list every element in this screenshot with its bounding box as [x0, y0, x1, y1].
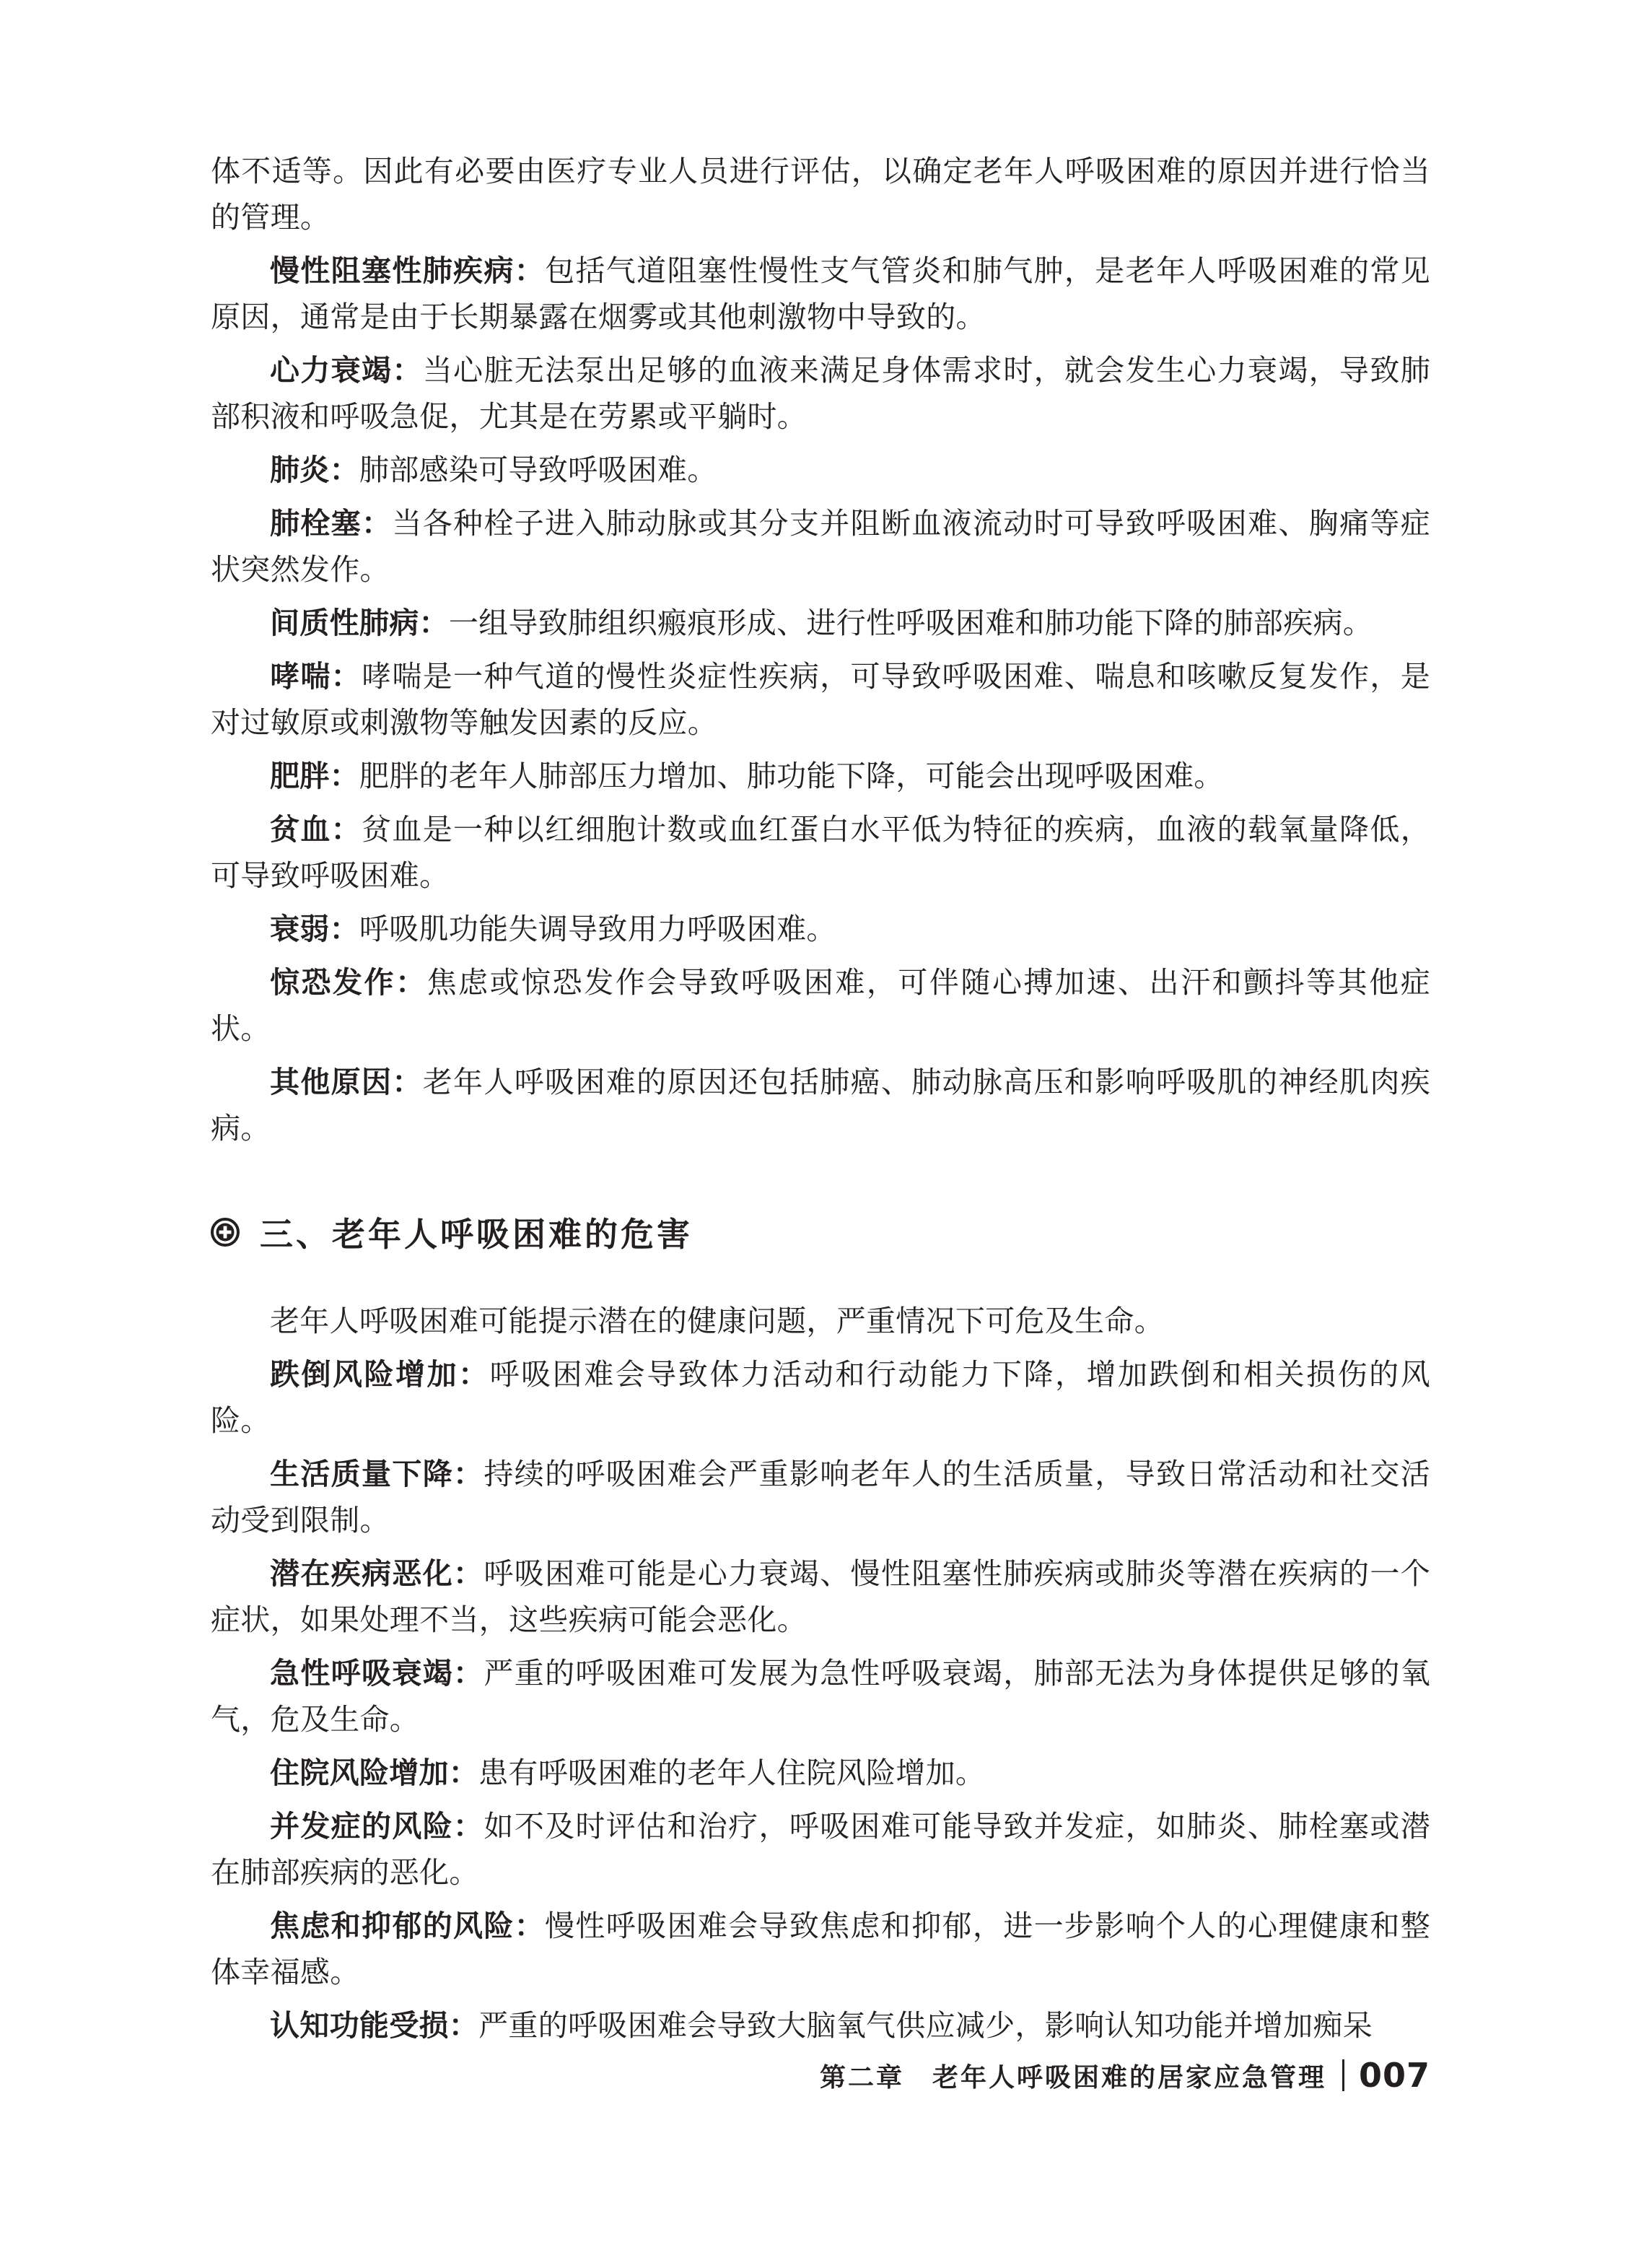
- paragraph: [211, 1059, 1430, 1151]
- paragraph-term: 间质性肺病：: [270, 606, 449, 640]
- paragraph-text: 呼吸肌功能失调导致用力呼吸困难。: [359, 912, 836, 946]
- paragraph-term: 焦虑和抑郁的风险：: [270, 1909, 546, 1943]
- paragraph: [211, 1750, 1430, 1796]
- paragraph-term: 潜在疾病恶化：: [270, 1556, 484, 1591]
- section2-body: [211, 148, 1430, 1159]
- page-number: 007: [1358, 2056, 1430, 2095]
- paragraph: [211, 500, 1430, 593]
- paragraph-term: 住院风险增加：: [270, 1755, 479, 1790]
- paragraph-text: 老年人呼吸困难的原因还包括肺癌、肺动脉高压和影响呼吸肌的神经肌肉疾病。: [211, 1065, 1430, 1146]
- paragraph-text: 肺部感染可导致呼吸困难。: [359, 453, 717, 487]
- page-footer: [820, 2054, 1430, 2097]
- paragraph-term: 哮喘：: [270, 659, 362, 694]
- paragraph-text: 老年人呼吸困难可能提示潜在的健康问题，严重情况下可危及生命。: [270, 1304, 1164, 1338]
- paragraph-text: 如不及时评估和治疗，呼吸困难可能导致并发症，如肺炎、肺栓塞或潜在肺部疾病的恶化。: [211, 1809, 1430, 1890]
- paragraph: [211, 347, 1430, 440]
- chapter-title: 第二章 老年人呼吸困难的居家应急管理: [819, 2062, 1326, 2093]
- paragraph-text: 肥胖的老年人肺部压力增加、肺功能下降，可能会出现呼吸困难。: [359, 759, 1224, 793]
- paragraph: [211, 248, 1430, 340]
- paragraph: [211, 1451, 1430, 1543]
- section-heading: [211, 1207, 1430, 1257]
- paragraph: [211, 806, 1430, 899]
- paragraph-term: 跌倒风险增加：: [270, 1357, 490, 1392]
- section-title: 三、老年人呼吸困难的危害: [260, 1215, 693, 1254]
- paragraph-term: 肥胖：: [270, 759, 359, 793]
- paragraph: [211, 906, 1430, 952]
- paragraph-text: 严重的呼吸困难会导致大脑氧气供应减少，影响认知功能并增加痴呆: [478, 2008, 1373, 2043]
- paragraph-text: 严重的呼吸困难可发展为急性呼吸衰竭，肺部无法为身体提供足够的氧气，危及生命。: [211, 1656, 1430, 1737]
- paragraph-text: 慢性呼吸困难会导致焦虑和抑郁，进一步影响个人的心理健康和整体幸福感。: [211, 1909, 1430, 1989]
- paragraph: [211, 447, 1430, 493]
- paragraph-term: 肺栓塞：: [270, 506, 393, 541]
- paragraph: [211, 148, 1430, 240]
- paragraph: [211, 1803, 1430, 1896]
- section3: [211, 1207, 1430, 2056]
- paragraph: [211, 1351, 1430, 1444]
- paragraph: [211, 959, 1430, 1052]
- paragraph: [211, 753, 1430, 799]
- paragraph-text: 患有呼吸困难的老年人住院风险增加。: [478, 1755, 986, 1790]
- paragraph-term: 肺炎：: [270, 453, 359, 487]
- paragraph: [211, 653, 1430, 746]
- paragraph-text: 当各种栓子进入肺动脉或其分支并阻断血液流动时可导致呼吸困难、胸痛等症状突然发作。: [211, 506, 1430, 587]
- plus-circle-icon: [211, 1218, 240, 1247]
- paragraph-text: 持续的呼吸困难会严重影响老年人的生活质量，导致日常活动和社交活动受到限制。: [211, 1457, 1430, 1538]
- paragraph-text: 哮喘是一种气道的慢性炎症性疾病，可导致呼吸困难、喘息和咳嗽反复发作，是对过敏原或刺激物等触发因素的反应。: [211, 659, 1430, 740]
- paragraph-term: 慢性阻塞性肺疾病：: [270, 253, 546, 288]
- paragraph-text: 焦虑或惊恐发作会导致呼吸困难，可伴随心搏加速、出汗和颤抖等其他症状。: [211, 965, 1431, 1046]
- paragraph-term: 贫血：: [270, 812, 362, 847]
- paragraph-text: 包括气道阻塞性慢性支气管炎和肺气肿，是老年人呼吸困难的常见原因，通常是由于长期暴露在烟雾或其他刺激物中导致的。: [211, 253, 1430, 334]
- paragraph-text: 一组导致肺组织瘢痕形成、进行性呼吸困难和肺功能下降的肺部疾病。: [448, 606, 1373, 640]
- paragraph: [211, 1298, 1430, 1344]
- paragraph-term: 急性呼吸衰竭：: [270, 1656, 484, 1691]
- paragraph: [211, 600, 1430, 646]
- paragraph-text: 呼吸困难可能是心力衰竭、慢性阻塞性肺疾病或肺炎等潜在疾病的一个症状，如果处理不当，这些疾病可能会恶化。: [211, 1556, 1430, 1637]
- paragraph-text: 贫血是一种以红细胞计数或血红蛋白水平低为特征的疾病，血液的载氧量降低，可导致呼吸困难。: [211, 812, 1430, 893]
- paragraph-text: 呼吸困难会导致体力活动和行动能力下降，增加跌倒和相关损伤的风险。: [211, 1357, 1430, 1438]
- paragraph: [211, 1650, 1430, 1743]
- paragraph-text: 当心脏无法泵出足够的血液来满足身体需求时，就会发生心力衰竭，导致肺部积液和呼吸急促，尤其是在劳累或平躺时。: [211, 353, 1430, 434]
- paragraph-term: 其他原因：: [270, 1065, 423, 1099]
- paragraph-term: 衰弱：: [270, 912, 359, 946]
- paragraph: [211, 1550, 1430, 1643]
- paragraph: [211, 1903, 1430, 1995]
- paragraph-term: 心力衰竭：: [270, 353, 423, 388]
- paragraph-term: 生活质量下降：: [270, 1457, 484, 1491]
- paragraph-term: 惊恐发作：: [270, 965, 427, 1000]
- paragraph-text: 体不适等。因此有必要由医疗专业人员进行评估，以确定老年人呼吸困难的原因并进行恰当的管理。: [211, 154, 1430, 235]
- paragraph-term: 并发症的风险：: [270, 1809, 484, 1844]
- paragraph: [211, 2002, 1430, 2049]
- footer-divider: [1342, 2059, 1344, 2091]
- paragraph-term: 认知功能受损：: [270, 2008, 479, 2043]
